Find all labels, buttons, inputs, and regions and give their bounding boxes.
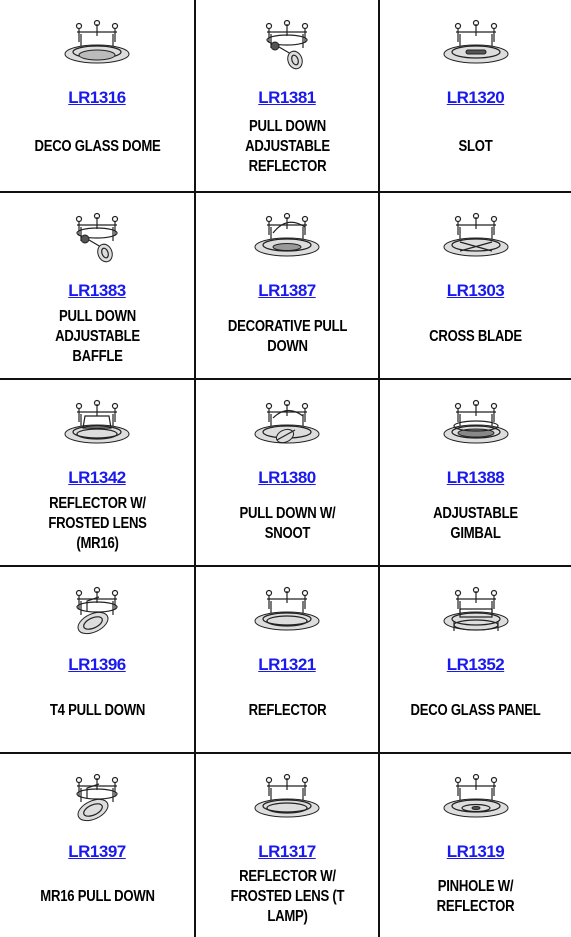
pull-down-adjustable-reflector-fixture-icon — [247, 0, 327, 72]
product-cell — [196, 380, 380, 567]
product-cell — [196, 193, 380, 380]
reflector-frosted-lens-mr16-fixture-icon — [57, 380, 137, 452]
product-cell — [196, 754, 380, 937]
product-name: CROSS BLADE — [429, 327, 522, 345]
product-name: SLOT — [458, 137, 493, 155]
product-code-link[interactable]: LR1396 — [68, 655, 126, 674]
product-code-link[interactable]: LR1316 — [68, 88, 126, 107]
product-cell — [380, 0, 571, 193]
pull-down-snoot-fixture-icon — [247, 380, 327, 452]
product-code-link[interactable]: LR1352 — [446, 655, 505, 674]
reflector-frosted-lens-t-lamp-fixture-icon — [247, 754, 327, 826]
product-code-link[interactable]: LR1387 — [258, 281, 316, 300]
t4-pull-down-fixture-icon — [57, 567, 137, 639]
product-name: PULL DOWN ADJUSTABLE REFLECTOR — [244, 117, 330, 175]
product-cell — [380, 193, 571, 380]
pull-down-adjustable-baffle-fixture-icon — [57, 193, 137, 265]
product-cell — [0, 0, 196, 193]
product-cell — [196, 0, 380, 193]
product-name: REFLECTOR — [248, 701, 326, 719]
slot-fixture-icon — [436, 0, 516, 72]
adjustable-gimbal-fixture-icon — [436, 380, 516, 452]
product-name: DECORATIVE PULL DOWN — [227, 317, 347, 355]
product-cell — [380, 754, 571, 937]
pinhole-reflector-fixture-icon — [436, 754, 516, 826]
deco-glass-dome-fixture-icon — [57, 0, 137, 72]
product-code-link[interactable]: LR1342 — [68, 468, 126, 487]
product-code-link[interactable]: LR1383 — [68, 281, 126, 300]
product-code-link[interactable]: LR1303 — [446, 281, 505, 300]
product-code-link[interactable]: LR1319 — [446, 842, 505, 861]
product-name: PULL DOWN ADJUSTABLE BAFFLE — [54, 307, 140, 365]
reflector-fixture-icon — [247, 567, 327, 639]
product-cell — [380, 567, 571, 754]
mr16-pull-down-fixture-icon — [57, 754, 137, 826]
product-code-link[interactable]: LR1321 — [258, 655, 316, 674]
product-cell — [0, 567, 196, 754]
product-code-link[interactable]: LR1320 — [446, 88, 505, 107]
product-cell — [380, 380, 571, 567]
decorative-pull-down-fixture-icon — [247, 193, 327, 265]
product-name: DECO GLASS DOME — [33, 137, 161, 155]
product-code-link[interactable]: LR1380 — [258, 468, 316, 487]
product-name: T4 PULL DOWN — [49, 701, 145, 719]
product-cell — [196, 567, 380, 754]
product-cell — [0, 193, 196, 380]
product-name: REFLECTOR W/ FROSTED LENS (T LAMP) — [230, 867, 344, 925]
product-code-link[interactable]: LR1381 — [258, 88, 316, 107]
product-name: MR16 PULL DOWN — [39, 887, 155, 905]
cross-blade-fixture-icon — [436, 193, 516, 265]
product-name: PINHOLE W/ REFLECTOR — [436, 877, 515, 915]
product-cell — [0, 380, 196, 567]
product-code-link[interactable]: LR1317 — [258, 842, 316, 861]
product-code-link[interactable]: LR1397 — [68, 842, 126, 861]
deco-glass-panel-fixture-icon — [436, 567, 516, 639]
product-cell — [0, 754, 196, 937]
product-name: DECO GLASS PANEL — [410, 701, 541, 719]
product-code-link[interactable]: LR1388 — [446, 468, 505, 487]
product-name: PULL DOWN W/ SNOOT — [239, 504, 335, 542]
product-name: REFLECTOR W/ FROSTED LENS (MR16) — [47, 494, 147, 552]
product-name: ADJUSTABLE GIMBAL — [433, 504, 518, 542]
